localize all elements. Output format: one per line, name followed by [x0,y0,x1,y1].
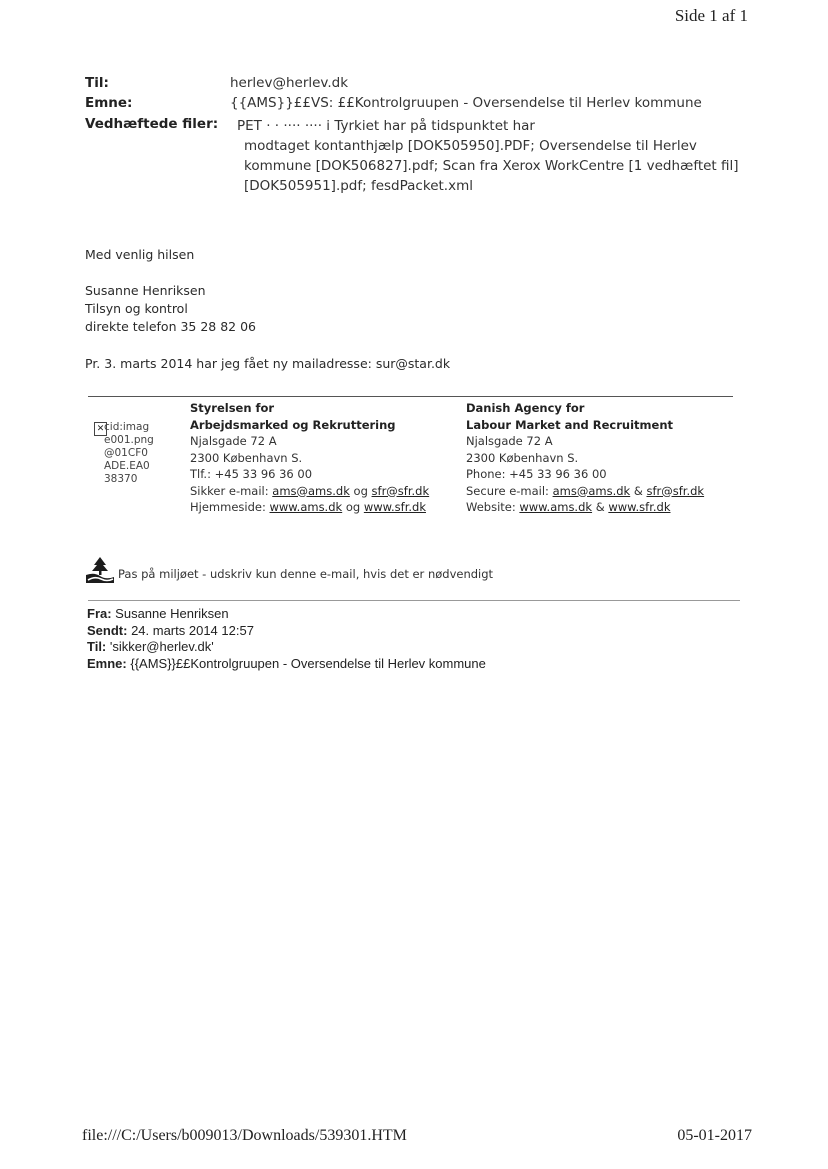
fwd-to-label: Til: [87,639,107,654]
agency-web-row [190,499,429,516]
agency-name-line1: Styrelsen for [190,401,275,415]
attachment-line[interactable]: modtaget kontanthjælp [DOK505950].PDF; Oversendelse til Herlev [244,138,697,154]
email-link-sfr[interactable]: sfr@sfr.dk [646,483,705,498]
subject-label: Emne: [85,95,133,111]
web-link-ams[interactable]: www.ams.dk [269,500,343,514]
email-prefix: Sikker e-mail: [190,483,273,498]
agency-city: 2300 København S. [190,450,303,465]
email-join: & [630,483,647,498]
email-link-ams[interactable]: ams@ams.dk [272,483,350,498]
email-prefix: Secure e-mail: [466,483,553,498]
attachments-list [237,116,744,196]
web-prefix: Website: [466,500,520,514]
web-join: & [592,500,609,514]
forward-divider [88,600,740,601]
fwd-to-row [87,639,486,656]
logo-image-placeholder: cid:imag e001.png @01CF0 ADE.EA0 38370 [104,421,154,485]
fwd-sent-label: Sendt: [87,622,128,638]
agency-email-row [190,483,429,500]
fwd-sent-value: 24. marts 2014 12:57 [127,622,254,638]
sender-phone: direkte telefon 35 28 82 06 [85,319,257,334]
attachments-label: Vedhæftede filer: [85,116,219,132]
fwd-subject-row [87,656,486,673]
fwd-sent-row [87,623,486,640]
broken-image-icon: ✕ [94,422,107,436]
fwd-from-value: Susanne Henriksen [111,606,229,621]
email-notice: Pr. 3. marts 2014 har jeg fået ny mailadresse: sur@star.dk [85,356,451,371]
web-link-ams[interactable]: www.ams.dk [519,500,593,514]
signature-english [466,400,704,516]
agency-street: Njalsgade 72 A [190,434,277,448]
fwd-from-label: Fra: [87,606,112,621]
eco-notice: Pas på miljøet - udskriv kun denne e-mail, hvis det er nødvendigt [118,567,494,581]
forwarded-header [87,606,486,672]
fwd-subject-value: {{AMS}}££Kontrolgruupen - Oversendelse til Herlev kommune [126,655,486,671]
to-value: herlev@herlev.dk [230,75,349,91]
attachment-line[interactable]: [DOK505951].pdf; fesdPacket.xml [244,178,473,194]
email-link-ams[interactable]: ams@ams.dk [552,483,631,498]
email-join: og [349,483,372,498]
fwd-from-row [87,606,486,623]
agency-city: 2300 København S. [466,450,579,465]
agency-street: Njalsgade 72 A [466,434,553,448]
web-link-sfr[interactable]: www.sfr.dk [608,500,671,514]
email-link-sfr[interactable]: sfr@sfr.dk [371,483,430,498]
web-link-sfr[interactable]: www.sfr.dk [363,500,426,514]
agency-phone: Phone: +45 33 96 36 00 [466,467,607,481]
sender-name: Susanne Henriksen [85,283,206,298]
web-prefix: Hjemmeside: [190,500,270,514]
attachment-line[interactable]: kommune [DOK506827].pdf; Scan fra Xerox WorkCentre [1 vedhæftet fil] [244,158,739,174]
agency-web-row [466,499,704,516]
web-join: og [342,500,364,514]
agency-name-line2: Labour Market and Recruitment [466,417,674,432]
agency-phone: Tlf.: +45 33 96 36 00 [190,467,313,481]
greeting: Med venlig hilsen [85,247,195,262]
eco-tree-icon [86,556,114,584]
subject-value: {{AMS}}££VS: ££Kontrolgruupen - Oversendelse til Herlev kommune [230,95,702,111]
signature-danish [190,400,429,516]
fwd-subject-label: Emne: [87,655,127,671]
agency-email-row [466,483,704,500]
sender-department: Tilsyn og kontrol [85,301,188,316]
fwd-to-value: 'sikker@herlev.dk' [106,639,214,654]
footer-file-path: file:///C:/Users/b009013/Downloads/539301.HTM [82,1127,407,1144]
footer-date: 05-01-2017 [677,1127,752,1144]
signature-divider [88,396,733,397]
to-label: Til: [85,75,109,91]
agency-name-line2: Arbejdsmarked og Rekruttering [190,417,396,432]
agency-name-line1: Danish Agency for [466,401,585,415]
attachment-line[interactable]: PET · · ···· ···· i Tyrkiet har på tidspunktet har [237,118,535,134]
page-number: Side 1 af 1 [674,6,748,25]
